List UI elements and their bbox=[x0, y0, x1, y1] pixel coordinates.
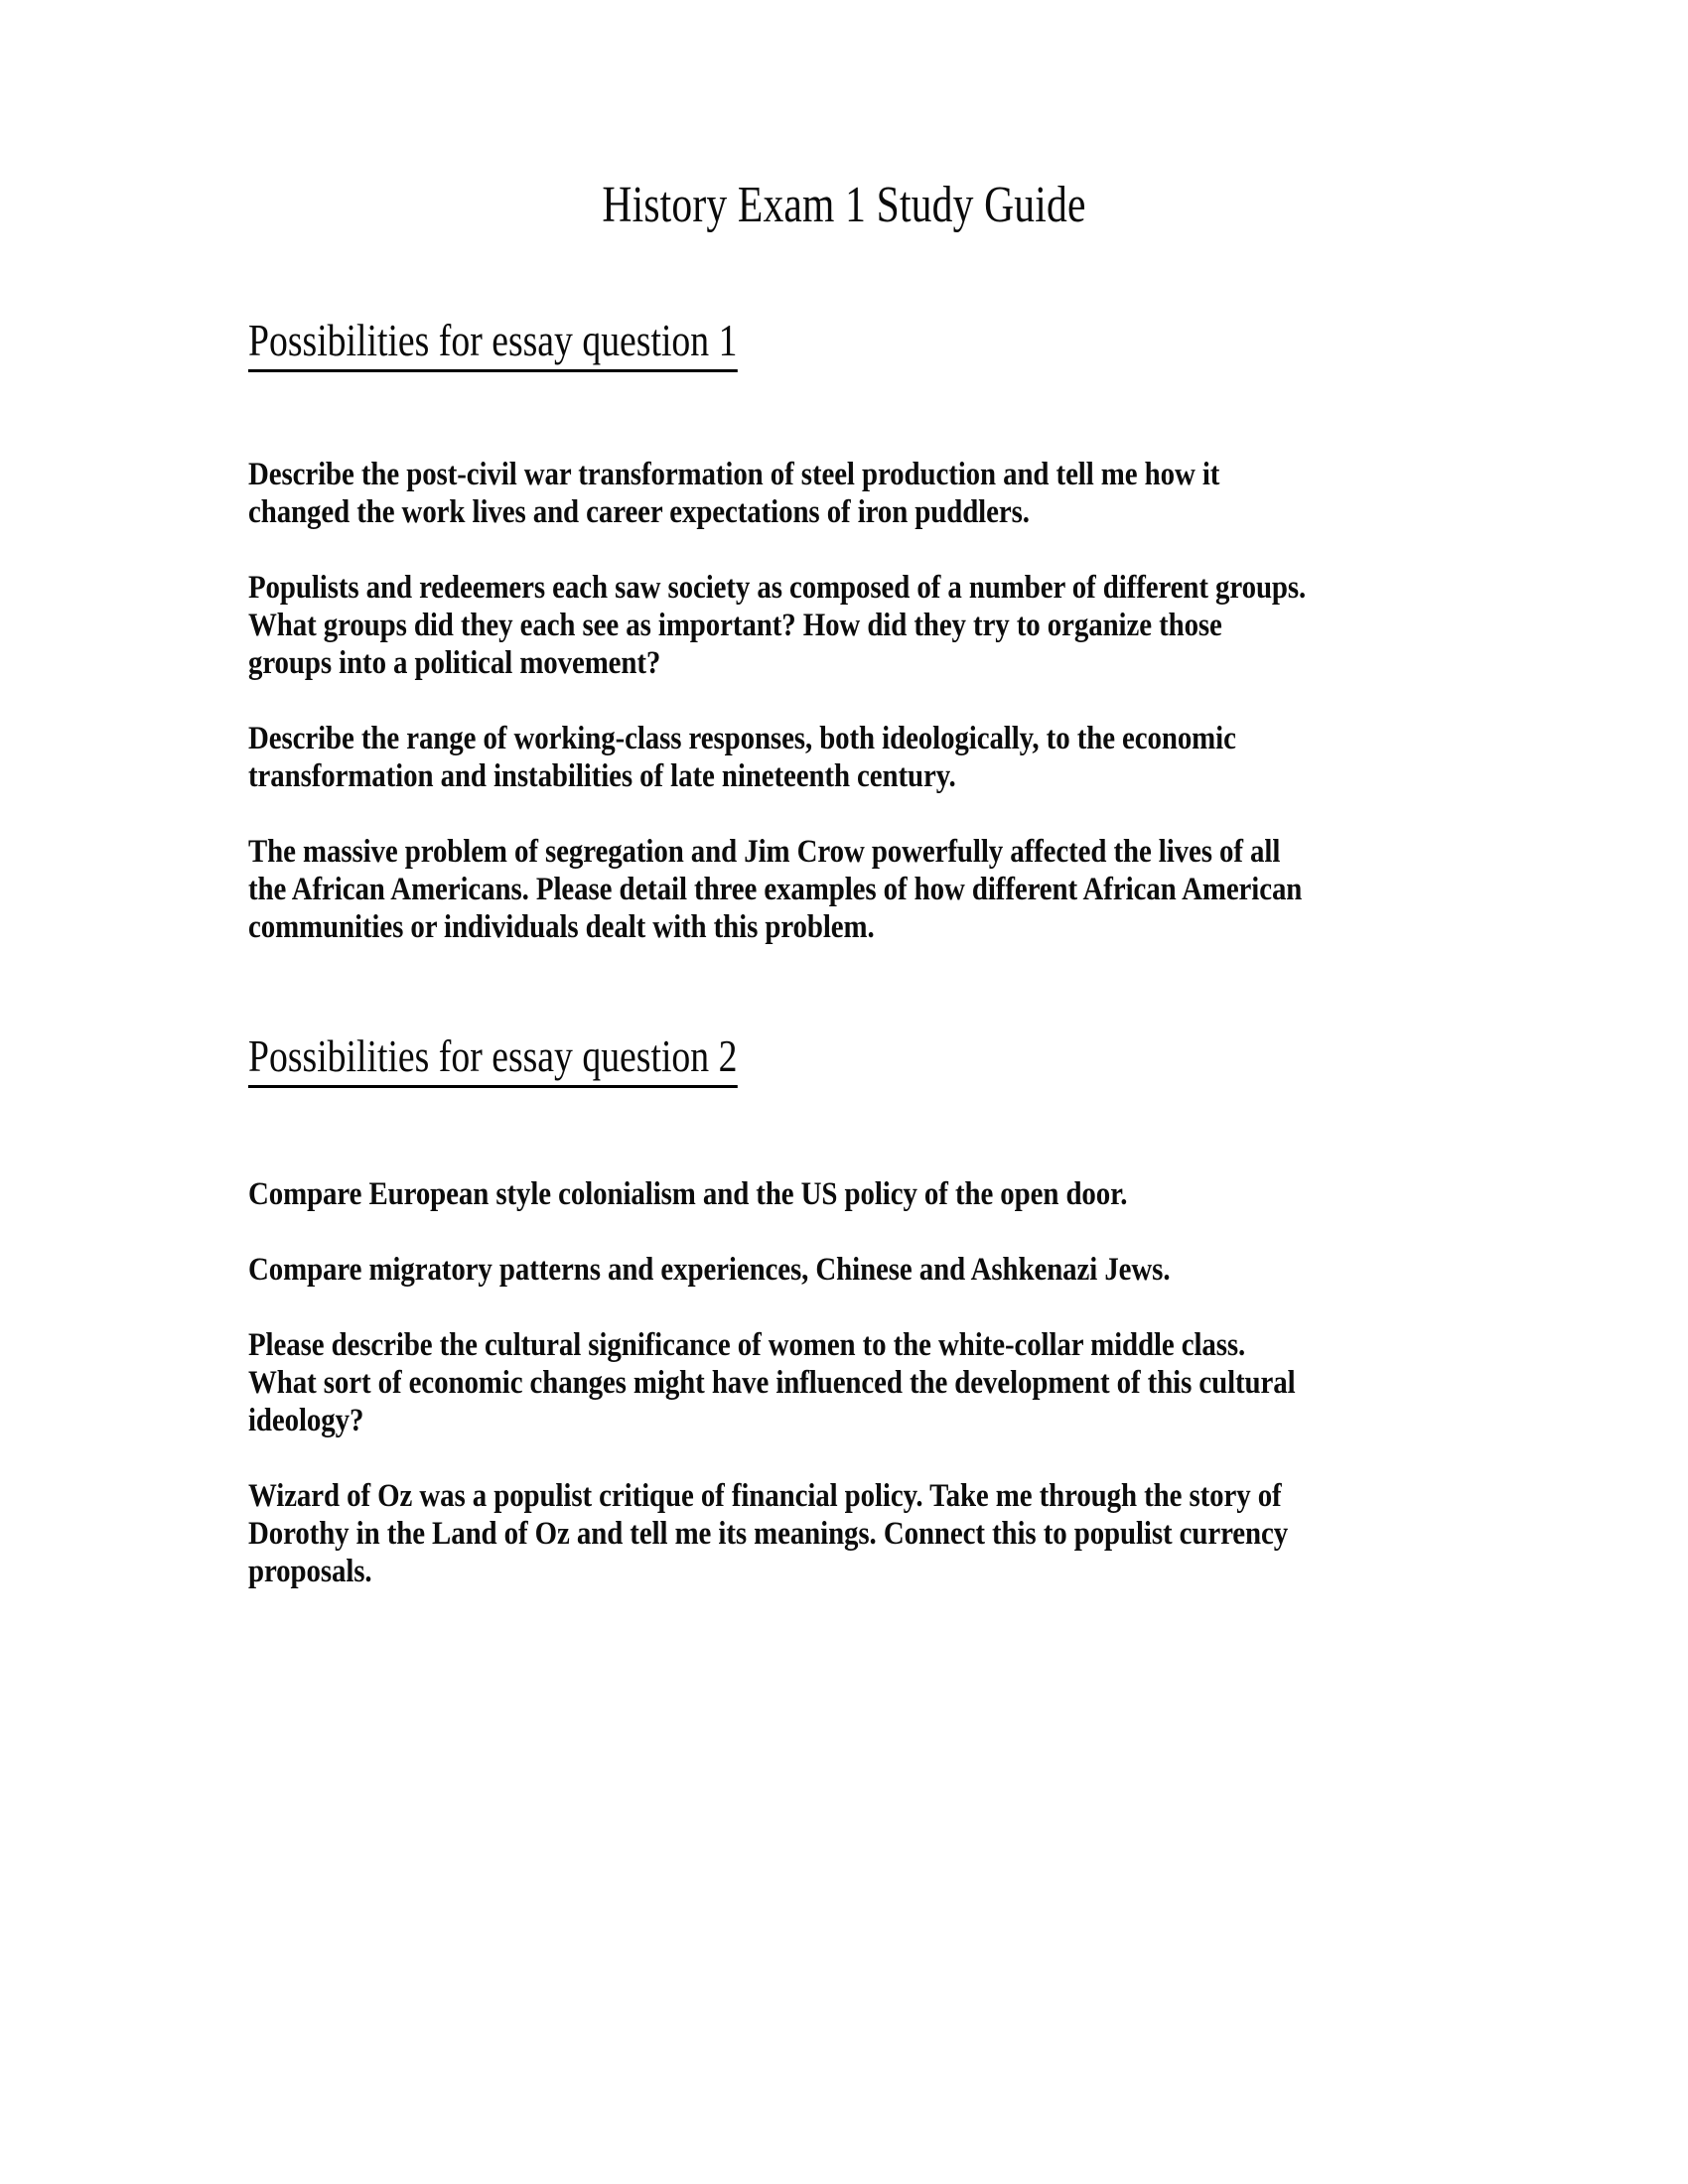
section-2-paragraph-4: Wizard of Oz was a populist critique of financial policy. Take me through the story of Dorothy in the Land of Oz and tell me its meanings. Connect this to populist currency proposals. bbox=[248, 1478, 1289, 1589]
section-1-paragraph-2: Populists and redeemers each saw society as composed of a number of different groups. What groups did they each see as important? How did they try to organize those groups into a political movement? bbox=[248, 570, 1307, 681]
section-1-paragraph-4: The massive problem of segregation and Jim Crow powerfully affected the lives of all the African Americans. Please detail three examples of how different African American communities or individuals dealt with this problem. bbox=[248, 834, 1303, 945]
section-1-paragraph-1: Describe the post-civil war transformation of steel production and tell me how it changed the work lives and career expectations of iron puddlers. bbox=[248, 457, 1220, 530]
section-1-heading-wrap bbox=[248, 315, 1445, 372]
section-2-paragraph-1: Compare European style colonialism and the US policy of the open door. bbox=[248, 1176, 1128, 1212]
section-heading-essay-question-1: Possibilities for essay question 1 bbox=[248, 315, 737, 372]
section-2-paragraph-3: Please describe the cultural significance of women to the white-collar middle class. What sort of economic changes might have influenced the development of this cultural ideology? bbox=[248, 1327, 1296, 1438]
section-1-paragraph-3: Describe the range of working-class responses, both ideologically, to the economic transformation and instabilities of late nineteenth century. bbox=[248, 721, 1236, 794]
page-title: History Exam 1 Study Guide bbox=[602, 177, 1086, 233]
section-2-heading-wrap bbox=[248, 1030, 1445, 1088]
section-2-paragraph-2: Compare migratory patterns and experiences, Chinese and Ashkenazi Jews. bbox=[248, 1252, 1171, 1288]
section-heading-essay-question-2: Possibilities for essay question 2 bbox=[248, 1030, 737, 1088]
